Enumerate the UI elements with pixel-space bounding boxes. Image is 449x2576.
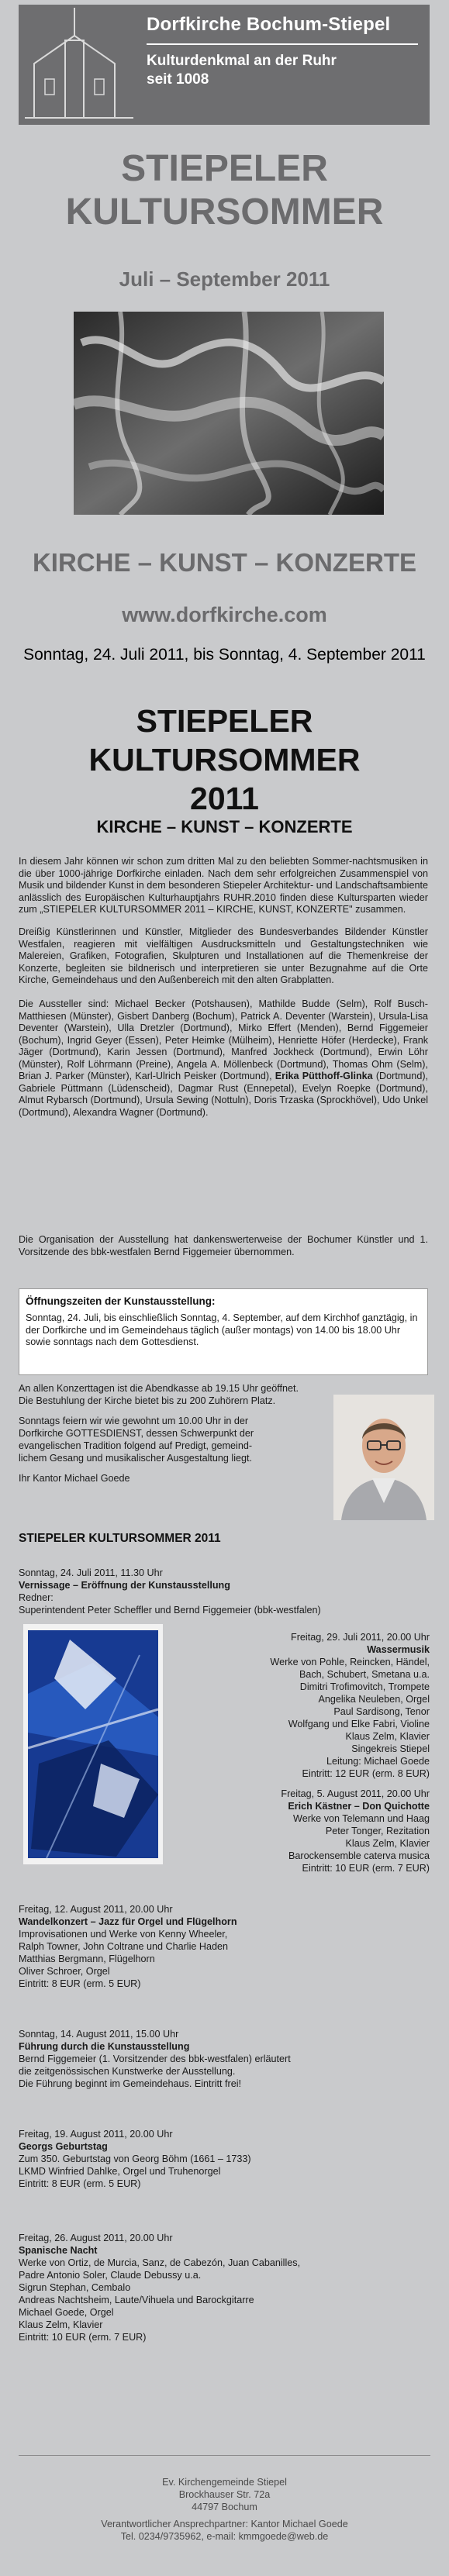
service-line-3: evangelischen Tradition folgend auf Predigt, gemeind-	[19, 1440, 253, 1451]
footer-street: Brockhauser Str. 72a	[178, 2489, 271, 2500]
website-link[interactable]: www.dorfkirche.com	[122, 603, 327, 626]
cantor-signature: Ihr Kantor Michael Goede	[19, 1473, 130, 1484]
event-3-date: Freitag, 5. August 2011, 20.00 Uhr	[281, 1788, 430, 1799]
event-2-line-4: Bach, Schubert, Smetana u.a.	[299, 1669, 430, 1680]
event-7-line-9: Eintritt: 10 EUR (erm. 7 EUR)	[19, 2332, 147, 2343]
program-title: STIEPELER KULTURSOMMER 2011	[19, 1532, 221, 1545]
event-1-line-3: Redner:	[19, 1592, 54, 1603]
event-4-line-4: Ralph Towner, John Coltrane und Charlie Haden	[19, 1941, 229, 1952]
event-5-line-5: Die Führung beginnt im Gemeindehaus. Eintritt frei!	[19, 2078, 241, 2089]
church-logo	[25, 8, 133, 122]
exhibitors-paragraph	[19, 998, 428, 1119]
event-2-line-10: Singekreis Stiepel	[351, 1743, 430, 1754]
event-4-line-5: Matthias Bergmann, Flügelhorn	[19, 1954, 155, 1964]
event-3-line-5: Klaus Zelm, Klavier	[345, 1838, 430, 1849]
event-6-line-5: Eintritt: 8 EUR (erm. 5 EUR)	[19, 2178, 141, 2189]
service-line-1: Sonntags feiern wir wie gewohnt um 10.00 Uhr in der	[19, 1416, 249, 1426]
banner-divider	[147, 43, 418, 45]
event-1-line-4: Superintendent Peter Scheffler und Bernd Figgemeier (bbk-westfalen)	[19, 1605, 321, 1616]
event-7-date: Freitag, 26. August 2011, 20.00 Uhr	[19, 2233, 173, 2243]
banner-title: Dorfkirche Bochum-Stiepel	[147, 14, 391, 35]
event-5-title: Führung durch die Kunstausstellung	[19, 2041, 190, 2052]
event-5-line-4: die zeitgenössischen Kunstwerke der Ausstellung.	[19, 2066, 236, 2077]
footer-city: 44797 Bochum	[192, 2502, 257, 2512]
event-4-line-6: Oliver Schroer, Orgel	[19, 1966, 110, 1977]
motto-gray: KIRCHE – KUNST – KONZERTE	[32, 548, 417, 577]
event-4-line-7: Eintritt: 8 EUR (erm. 5 EUR)	[19, 1978, 141, 1989]
event-3-line-6: Barockensemble caterva musica	[288, 1850, 430, 1861]
event-2-line-8: Wolfgang und Elke Fabri, Violine	[288, 1719, 430, 1729]
event-4-line-3: Improvisationen und Werke von Kenny Wheeler,	[19, 1929, 228, 1940]
date-range: Sonntag, 24. Juli 2011, bis Sonntag, 4. September 2011	[23, 646, 426, 664]
event-2-line-12: Eintritt: 12 EUR (erm. 8 EUR)	[302, 1768, 430, 1779]
organisation-paragraph: Die Organisation der Ausstellung hat dankenswerterweise der Bochumer Künstler und 1. Vorsitzende des bbk-westfalen Bernd Figgemeier übernommen.	[19, 1234, 428, 1257]
event-2-line-9: Klaus Zelm, Klavier	[345, 1731, 430, 1742]
main-title-line2: KULTURSOMMER	[88, 742, 361, 778]
banner-subtitle: Kulturdenkmal an der Ruhr	[147, 53, 337, 69]
opening-hours-title: Öffnungszeiten der Kunstausstellung:	[26, 1295, 216, 1307]
event-7-title: Spanische Nacht	[19, 2245, 98, 2256]
motto-black: KIRCHE – KUNST – KONZERTE	[96, 817, 353, 836]
event-3-line-4: Peter Tonger, Rezitation	[325, 1826, 430, 1836]
event-2-line-7: Paul Sardisong, Tenor	[333, 1706, 430, 1717]
event-6-title: Georgs Geburtstag	[19, 2141, 108, 2152]
event-7-line-8: Klaus Zelm, Klavier	[19, 2319, 103, 2330]
event-5-date: Sonntag, 14. August 2011, 15.00 Uhr	[19, 2029, 179, 2040]
event-6-line-3: Zum 350. Geburtstag von Georg Böhm (1661 – 1733)	[19, 2154, 251, 2164]
footer-contact: Verantwortlicher Ansprechpartner: Kantor Michael Goede	[101, 2519, 348, 2529]
footer-phone-email: Tel. 0234/9735962, e-mail: kmmgoede@web.de	[120, 2531, 329, 2542]
main-title-line1: STIEPELER	[136, 703, 313, 739]
event-2-line-11: Leitung: Michael Goede	[326, 1756, 430, 1767]
abstract-photo	[74, 312, 384, 515]
event-7-line-4: Padre Antonio Soler, Claude Debussy u.a.	[19, 2270, 202, 2281]
season-label: Juli – September 2011	[119, 267, 330, 291]
event-4-title: Wandelkonzert – Jazz für Orgel und Flügelhorn	[19, 1916, 237, 1927]
event-2-date: Freitag, 29. Juli 2011, 20.00 Uhr	[291, 1632, 430, 1643]
exhibitors-text: Die Aussteller sind: Michael Becker (Potshausen), Mathilde Budde (Selm), Rolf Busch-Matthiesen (Münster), Gisbert Danberg (Bochum), Patrick A. Deventer (Warstein), Ursula-Lisa Deventer (Warstein), Ulla Dretzler (Dortmund), Mirko Effert (Menden), Bernd Figgemeier (Bochum), Ingrid Geyer (Essen), Peter Heimke (Mülheim), Henriette Höfer (Herdecke), Frank Jäger (Dortmund), Karin Jessen (Dortmund), Manfred Jockheck (Dortmund), Erwin Löhr (Münster), Rolf Löhrmann (Preine), Angela A. Möllenbeck (Dortmund), Thomas Ohm (Selm), Brian J. Parker (Münster), Karl-Ulrich Peisker (Dortmund),	[19, 998, 428, 1081]
event-7-line-5: Sigrun Stephan, Cembalo	[19, 2282, 131, 2293]
event-1-title: Vernissage – Eröffnung der Kunstausstellung	[19, 1580, 230, 1591]
event-2-title: Wassermusik	[367, 1644, 430, 1655]
hero-title-line1: STIEPELER	[121, 148, 328, 189]
event-3-line-3: Werke von Telemann und Haag	[293, 1813, 430, 1824]
banner-since: seit 1008	[147, 71, 209, 88]
service-line-4: lichem Gesang und musikalischer Ausgestaltung liegt.	[19, 1453, 253, 1464]
event-5-line-3: Bernd Figgemeier (1. Vorsitzender des bbk-westfalen) erläutert	[19, 2054, 291, 2064]
seating-note: Die Bestuhlung der Kirche bietet bis zu 200 Zuhörern Platz.	[19, 1395, 276, 1406]
box-office-note: An allen Konzerttagen ist die Abendkasse ab 19.15 Uhr geöffnet.	[19, 1383, 299, 1394]
footer-org: Ev. Kirchengemeinde Stiepel	[162, 2477, 287, 2488]
event-4-date: Freitag, 12. August 2011, 20.00 Uhr	[19, 1904, 173, 1915]
exhibitors-text-cont: (Dortmund), Gabriele Püttmann (Lüdenscheid), Dagmar Rust (Ennepetal), Evelyn Roepke (Dortmund), Almut Rybarsch (Dortmund), Ursula Sewing (Nottuln), Doris Trzaska (Sprockhövel), Udo Unkel (Dortmund), Alexandra Wagner (Dortmund).	[19, 1071, 429, 1118]
event-7-line-3: Werke von Ortiz, de Murcia, Sanz, de Cabezón, Juan Cabanilles,	[19, 2257, 301, 2268]
exhibitor-highlight: Erika Pütthoff-Glinka	[275, 1071, 373, 1081]
opening-hours-box	[19, 1288, 428, 1375]
event-3-line-7: Eintritt: 10 EUR (erm. 7 EUR)	[302, 1863, 430, 1874]
main-title-line3: 2011	[190, 781, 259, 816]
cantor-portrait	[333, 1395, 434, 1520]
event-1-date: Sonntag, 24. Juli 2011, 11.30 Uhr	[19, 1567, 163, 1578]
event-7-line-6: Andreas Nachtsheim, Laute/Vihuela und Barockgitarre	[19, 2295, 254, 2305]
event-2-line-5: Dimitri Trofimovitch, Trompete	[299, 1681, 430, 1692]
footer-divider	[19, 2455, 430, 2456]
event-2-line-6: Angelika Neuleben, Orgel	[318, 1694, 430, 1705]
hero-title-line2: KULTURSOMMER	[65, 191, 384, 233]
event-7-line-7: Michael Goede, Orgel	[19, 2307, 114, 2318]
artwork-image	[23, 1624, 163, 1864]
event-3-title: Erich Kästner – Don Quichotte	[288, 1801, 430, 1812]
event-2-line-3: Werke von Pohle, Reincken, Händel,	[270, 1657, 430, 1667]
opening-hours-text: Sonntag, 24. Juli, bis einschließlich Sonntag, 4. September, auf dem Kirchhof ganztägig, in der Dorfkirche und im Gemeindehaus täglich (außer montags) von 14.00 bis 18.00 Uhr sowie sonntags nach dem Gottesdienst.	[26, 1312, 418, 1347]
service-line-2: Dorfkirche GOTTESDIENST, dessen Schwerpunkt der	[19, 1428, 254, 1439]
header-banner	[19, 5, 430, 125]
event-6-date: Freitag, 19. August 2011, 20.00 Uhr	[19, 2129, 173, 2140]
intro-paragraph-1: In diesem Jahr können wir schon zum dritten Mal zu den beliebten Sommer-nachtsmusiken in die über 1000-jährige Dorfkirche einladen. Nach dem sehr erfolgreichen Zusammenspiel von Musik und bildender Kunst in dem besonderen Stiepeler Architektur- und Landschaftsambiente anlässlich des Europäischen Kulturhauptjahrs RUHR.2010 finden diese Kultursparten wieder zum „STIEPELER KULTURSOMMER 2011 – KIRCHE, KUNST, KONZERTE" zusammen.	[19, 856, 428, 915]
event-6-line-4: LKMD Winfried Dahlke, Orgel und Truhenorgel	[19, 2166, 221, 2177]
intro-paragraph-2: Dreißig Künstlerinnen und Künstler, Mitglieder des Bundesverbandes Bildender Künstler Westfalen, reagieren mit vielfältigen Ausdrucksmitteln und Gestaltungstechniken wie Malereien, Grafiken, Fotografien, Skulpturen und Installationen auf die Themenkreise der Konzerte, begleiten sie bildnerisch und interpretieren sie unter Bezugnahme auf die Orte Kirche, Gemeindehaus und den Außenbereich mit den alten Grabplatten.	[19, 926, 428, 985]
